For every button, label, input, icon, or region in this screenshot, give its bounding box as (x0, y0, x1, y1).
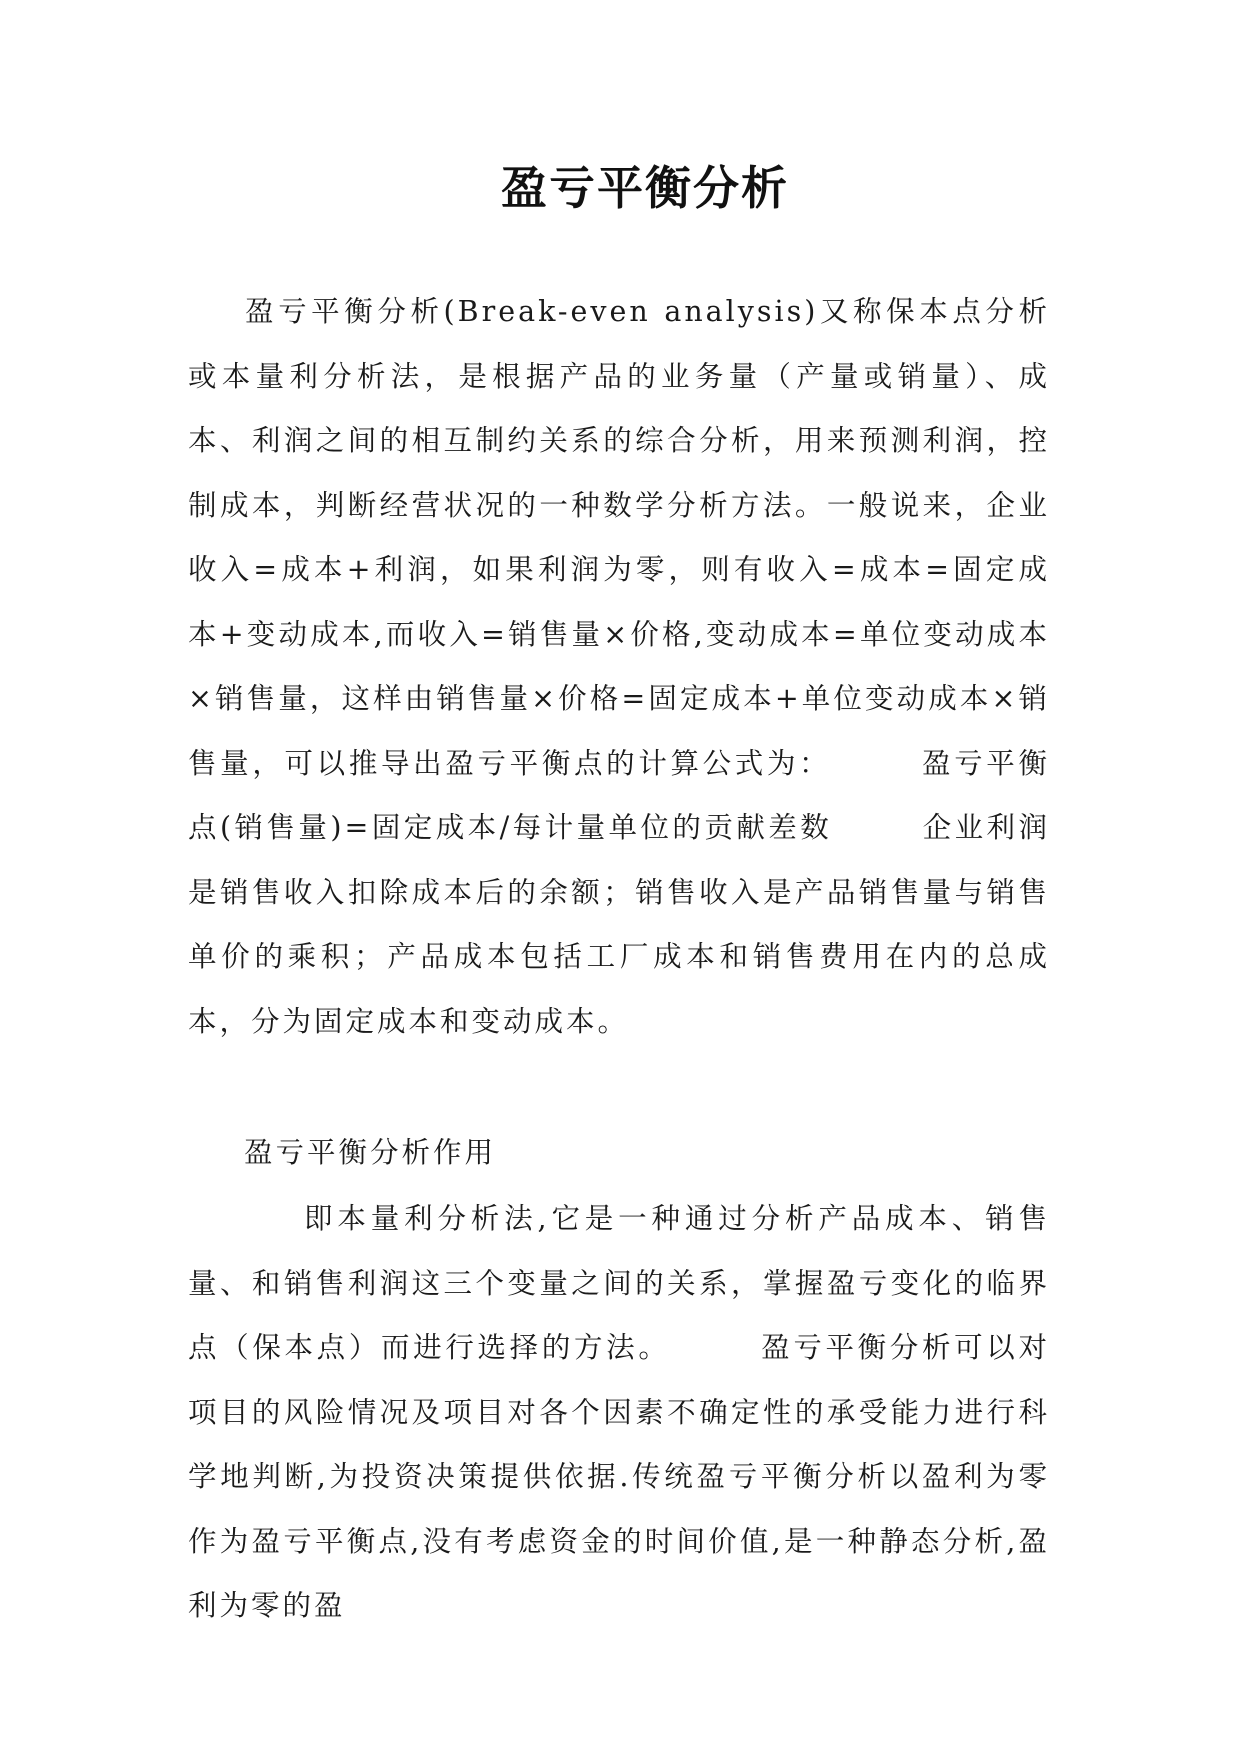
paragraph-intro-formula: 盈亏平衡点(销售量)=固定成本/每计量单位的贡献差数 (188, 746, 1050, 844)
paragraph-intro (188, 280, 1050, 1054)
paragraph-function (188, 1187, 1050, 1639)
paragraph-function-text: 即本量利分析法,它是一种通过分析产品成本、销售量、和销售利润这三个变量之间的关系，掌握盈亏变化的临界点（保本点）而进行选择的方法。 (188, 1202, 1050, 1364)
document-title: 盈亏平衡分析 (501, 161, 789, 215)
paragraph-intro-text: 盈亏平衡分析(Break-even analysis)又称保本点分析或本量利分析法，是根据产品的业务量（产量或销量）、成本、利润之间的相互制约关系的综合分析，用来预测利润，控制成本，判断经营状况的一种数学分析方法。一般说来，企业收入=成本+利润，如果利润为零，则有收入=成本=固定成本+变动成本,而收入=销售量×价格,变动成本=单位变动成本×销售量，这样由销售量×价格=固定成本+单位变动成本×销售量，可以推导出盈亏平衡点的计算公式为： (188, 295, 1050, 780)
paragraph-intro-end: 企业利润是销售收入扣除成本后的余额；销售收入是产品销售量与销售单价的乘积；产品成本包括工厂成本和销售费用在内的总成本，分为固定成本和变动成本。 (188, 811, 1050, 1038)
paragraph-function-end: 盈亏平衡分析可以对项目的风险情况及项目对各个因素不确定性的承受能力进行科学地判断,为投资决策提供依据.传统盈亏平衡分析以盈利为零作为盈亏平衡点,没有考虑资金的时间价值,是一种静态分析,盈利为零的盈 (188, 1331, 1050, 1622)
section-heading: 盈亏平衡分析作用 (244, 1136, 497, 1169)
